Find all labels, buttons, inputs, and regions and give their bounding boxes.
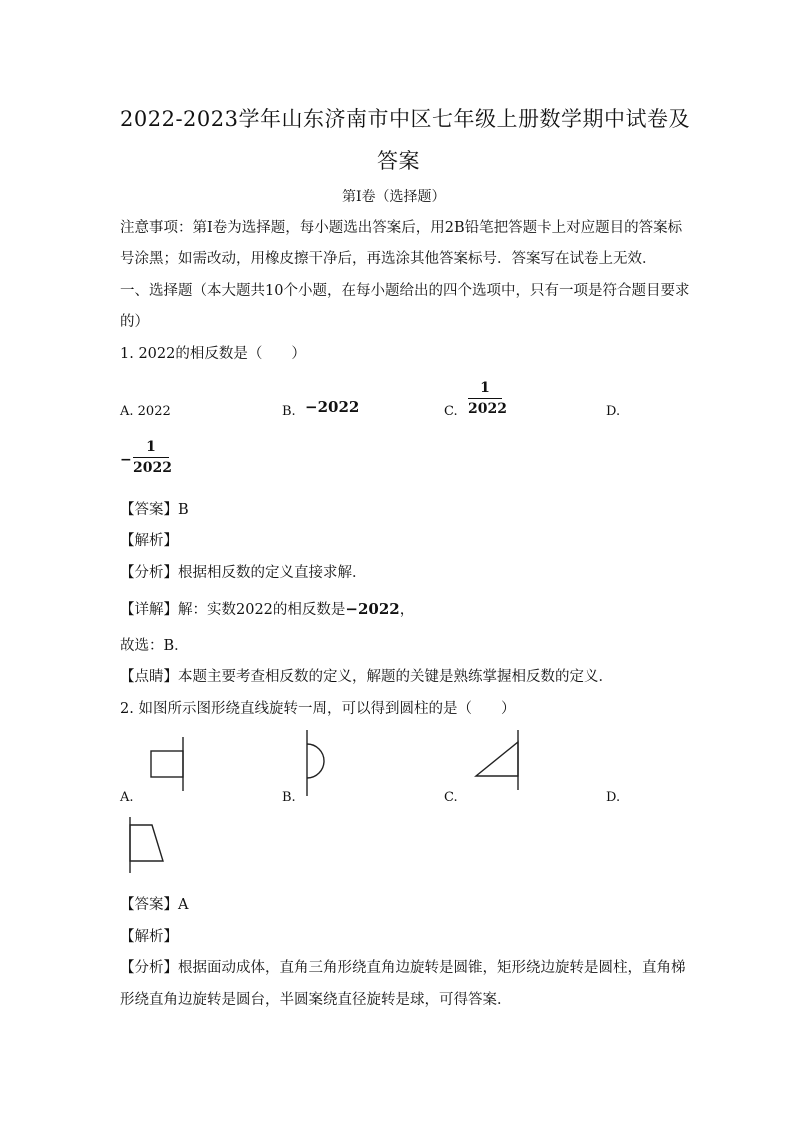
document-title-line1: 2022-2023学年山东济南市中区七年级上册数学期中试卷及 — [120, 107, 690, 131]
q1-option-c-label: C. — [444, 404, 458, 419]
q1-option-d-label: D. — [606, 404, 621, 419]
q1-option-d-denominator: 2022 — [133, 460, 172, 476]
notice-line-1: 注意事项：第Ⅰ卷为选择题，每小题选出答案后，用2B铅笔把答题卡上对应题目的答案标 — [120, 220, 683, 236]
fraction-bar — [133, 457, 169, 458]
q2-option-b-label: B. — [282, 790, 296, 805]
q2-answer: 【答案】A — [120, 897, 189, 913]
q1-answer: 【答案】B — [120, 502, 189, 518]
q2-figure-a-rectangle — [145, 735, 195, 795]
q1-option-d-fraction — [133, 439, 172, 476]
q2-analysis-heading: 【解析】 — [120, 929, 178, 945]
q1-xiangjie-suffix: ， — [399, 602, 415, 618]
q1-option-c-denominator: 2022 — [468, 401, 507, 417]
q2-fenxi-line-1: 【分析】根据面动成体，直角三角形绕直角边旋转是圆锥，矩形绕边旋转是圆柱，直角梯 — [120, 960, 686, 976]
q2-figure-d-trapezoid — [122, 815, 168, 877]
q1-fenxi: 【分析】根据相反数的定义直接求解． — [120, 565, 367, 581]
document-title-line2: 答案 — [377, 149, 420, 173]
q1-xiangjie-value: −2022 — [345, 600, 400, 618]
part1-instructions-line-1: 一、选择题（本大题共10个小题，在每小题给出的四个选项中，只有一项是符合题目要求 — [120, 283, 690, 299]
section-heading: 第Ⅰ卷（选择题） — [342, 189, 446, 205]
q1-conclusion: 故选：B． — [120, 638, 189, 654]
q2-option-a-label: A. — [120, 790, 134, 805]
q2-figure-b-semicircle — [295, 728, 340, 800]
q1-option-d-numerator: 1 — [146, 439, 156, 455]
q1-dianjing: 【点睛】本题主要考查相反数的定义，解题的关键是熟练掌握相反数的定义． — [120, 669, 613, 685]
q1-option-c-numerator: 1 — [480, 380, 490, 396]
q2-stem: 2. 如图所示图形绕直线旋转一周，可以得到圆柱的是（ ） — [120, 701, 516, 717]
q1-option-d-sign: − — [120, 452, 132, 468]
q2-option-d-label: D. — [606, 790, 621, 805]
q2-option-c-label: C. — [444, 790, 458, 805]
q2-fenxi-line-2: 形绕直角边旋转是圆台，半圆案绕直径旋转是球，可得答案． — [120, 992, 512, 1008]
fraction-bar — [468, 398, 502, 399]
q1-option-c-fraction — [468, 380, 507, 417]
q1-stem: 1. 2022的相反数是（ ） — [120, 346, 306, 362]
q1-xiangjie-prefix: 【详解】解：实数2022的相反数是 — [120, 602, 346, 618]
q1-analysis-heading: 【解析】 — [120, 533, 178, 549]
notice-line-2: 号涂黑；如需改动，用橡皮擦干净后，再选涂其他答案标号．答案写在试卷上无效． — [120, 251, 657, 267]
q1-option-b-value: −2022 — [305, 398, 360, 416]
q1-xiangjie — [120, 598, 414, 619]
q2-figure-c-triangle — [470, 728, 526, 794]
q1-option-b-label: B. — [282, 404, 296, 419]
part1-instructions-line-2: 的） — [120, 314, 149, 330]
q1-option-a: A. 2022 — [120, 404, 171, 419]
